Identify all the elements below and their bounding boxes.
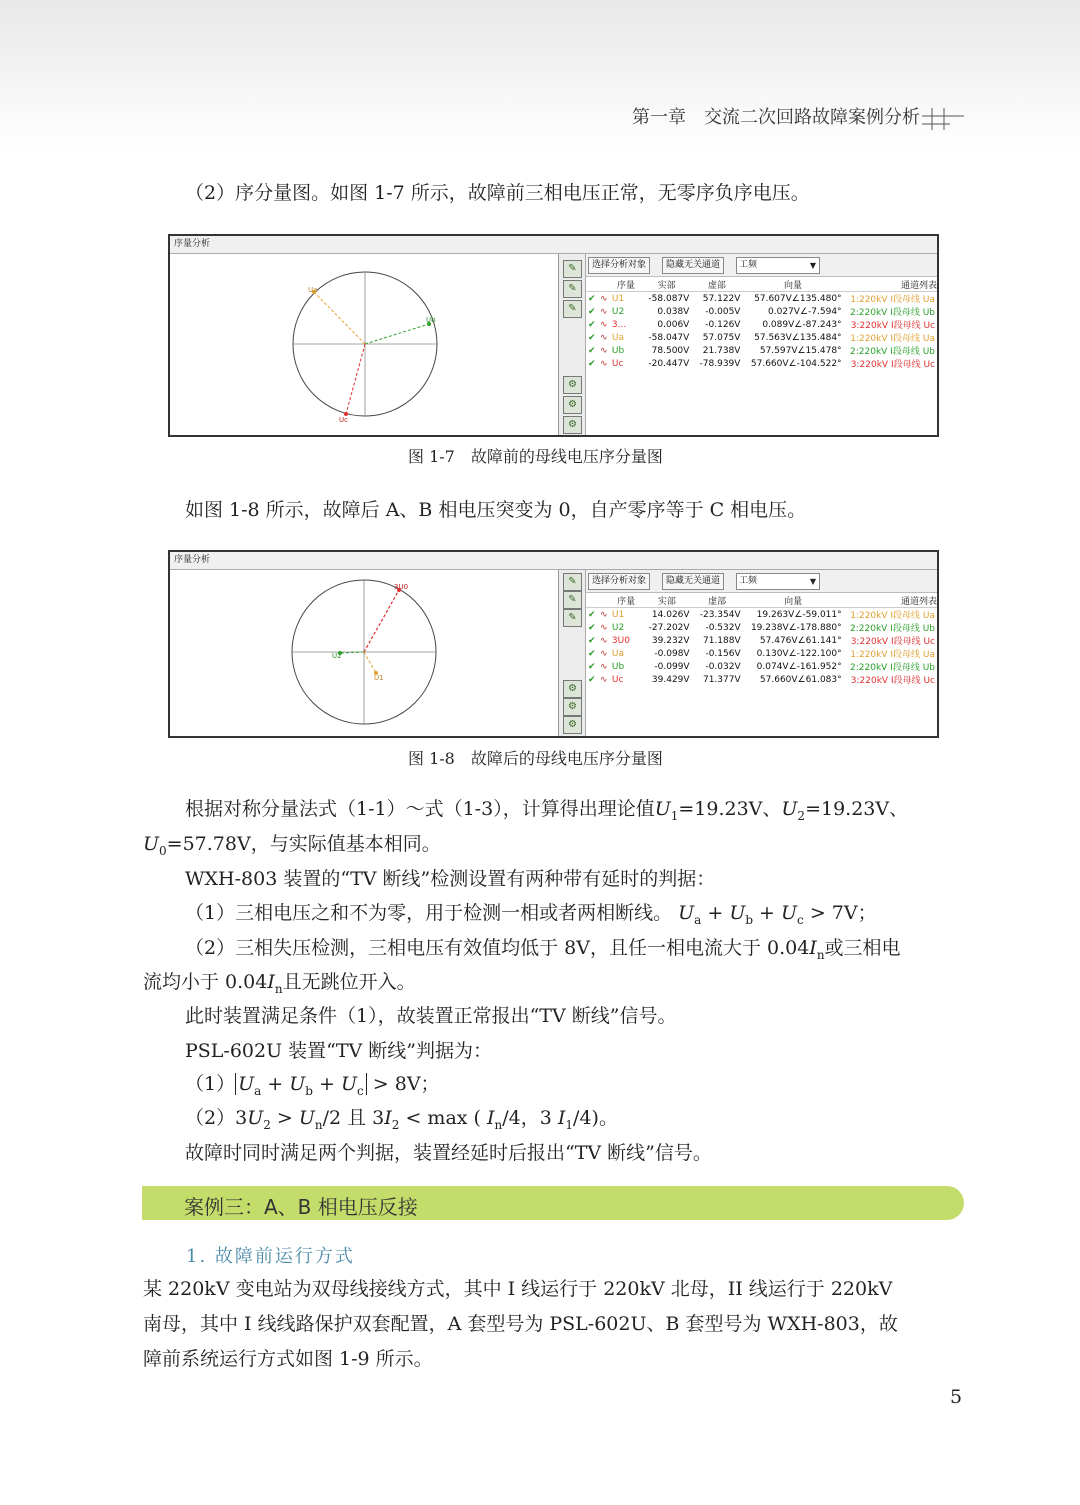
wave-icon: ∿ — [599, 332, 608, 343]
check-icon[interactable]: ✔ — [588, 661, 596, 672]
fig8-tool-5-icon[interactable]: ⚙ — [563, 698, 582, 716]
fig7-tool-6-icon[interactable]: ⚙ — [563, 416, 582, 434]
fig8-col-re: 实部 — [642, 594, 691, 608]
table-row[interactable]: ✔ ∿ Ub -0.099V -0.032V 0.074V∠-161.952° 2:220kV I段母线 Ub — [588, 661, 935, 673]
wave-icon: ∿ — [599, 345, 608, 356]
check-icon[interactable]: ✔ — [588, 609, 596, 620]
fig8-label-u0: 3U0 — [394, 583, 409, 591]
fig8-caption: 图 1-8 故障后的母线电压序分量图 — [408, 749, 663, 768]
para-after-fig7: 如图 1-8 所示，故障后 A、B 相电压突变为 0，自产零序等于 C 相电压。 — [185, 499, 807, 521]
section-title: 案例三：A、B 相电压反接 — [184, 1195, 418, 1219]
fig7-col-ch: 通道列表 — [844, 278, 937, 292]
check-icon[interactable]: ✔ — [588, 319, 596, 330]
fig7-col-vec: 向量 — [742, 278, 843, 292]
table-row[interactable]: ✔ ∿ Ua -58.047V 57.075V 57.563V∠135.484° 1:220kV I段母线 Ua — [588, 332, 935, 344]
body-line-10: $(2)3U_2 > U_n/2$ 且 $3I_2 < \max$ ( $I_n/4$，3 $I_1/4$)。 — [185, 1107, 618, 1132]
wave-icon: ∿ — [599, 635, 608, 646]
wave-icon: ∿ — [599, 319, 608, 330]
fig7-header-row — [586, 278, 937, 292]
figure-1-8 — [168, 550, 939, 738]
fig7-tool-3-icon[interactable]: ✎ — [563, 300, 582, 318]
fig8-col-ch: 通道列表 — [844, 594, 937, 608]
fig8-tool-3-icon[interactable]: ✎ — [563, 609, 582, 627]
fig8-phasor-diagram — [170, 570, 558, 734]
check-icon[interactable]: ✔ — [588, 648, 596, 659]
check-icon[interactable]: ✔ — [588, 345, 596, 356]
check-icon[interactable]: ✔ — [588, 332, 596, 343]
fig8-col-im: 虚部 — [692, 594, 743, 608]
fig7-toolstrip — [559, 254, 586, 435]
para-intro: （2）序分量图。如图 1-7 所示，故障前三相电压正常，无零序负序电压。 — [185, 182, 810, 204]
table-row[interactable]: ✔ ∿ 3U0 39.232V 71.188V 57.476V∠61.141° 3:220kV I段母线 Uc — [588, 635, 935, 647]
case-line-3: 障前系统运行方式如图 1-9 所示。 — [143, 1348, 433, 1370]
fig7-phasor-diagram — [170, 254, 558, 433]
body-line-9: （1） $U_a + U_b + U_c > 8V$； — [185, 1073, 440, 1098]
fig7-caption: 图 1-7 故障前的母线电压序分量图 — [408, 447, 663, 466]
fig7-window-title: 序量分析 — [170, 236, 937, 254]
fig8-table-panel — [586, 570, 937, 736]
check-icon[interactable]: ✔ — [588, 622, 596, 633]
chapter-title: 第一章 交流二次回路故障案例分析 — [632, 107, 920, 128]
body-line-5: （2）三相失压检测，三相电压有效值均低于 8V，且任一相电流大于 $0.04I_n$或三相电 — [185, 937, 901, 962]
page-number: 5 — [950, 1386, 963, 1408]
table-row[interactable]: ✔ ∿ U1 -58.087V 57.122V 57.607V∠135.480° 1:220kV I段母线 Ua — [588, 293, 935, 305]
wave-icon: ∿ — [599, 306, 608, 317]
wave-icon: ∿ — [599, 674, 608, 685]
fig8-tool-6-icon[interactable]: ⚙ — [563, 716, 582, 734]
fig8-phasor-u0 — [364, 590, 399, 652]
fig8-phasor-u1 — [364, 652, 376, 673]
fig8-phasor-panel — [170, 570, 559, 736]
fig8-col-vec: 向量 — [743, 594, 844, 608]
wave-icon: ∿ — [599, 293, 608, 304]
fig7-toolbar — [586, 254, 937, 277]
fig7-tool-2-icon[interactable]: ✎ — [563, 280, 582, 298]
fig7-label-a: Ua — [308, 286, 318, 294]
fig7-tool-1-icon[interactable]: ✎ — [563, 260, 582, 278]
check-icon[interactable]: ✔ — [588, 358, 596, 369]
fig7-select-button[interactable]: 选择分析对象 — [588, 257, 650, 274]
fig7-tool-4-icon[interactable]: ⚙ — [563, 376, 582, 394]
table-row[interactable]: ✔ ∿ U1 14.026V -23.354V 19.263V∠-59.011° 1:220kV I段母线 Ua — [588, 609, 935, 621]
wave-icon: ∿ — [599, 622, 608, 633]
fig8-label-u1: U1 — [374, 674, 384, 682]
fig8-freq-value: 工频 — [739, 576, 758, 586]
fig7-freq-select[interactable] — [736, 257, 820, 274]
fig8-header-row — [586, 594, 937, 608]
table-row[interactable]: ✔ ∿ Ua -0.098V -0.156V 0.130V∠-122.100° 1:220kV I段母线 Ua — [588, 648, 935, 660]
fig7-phasor-c — [346, 344, 365, 414]
wave-icon: ∿ — [599, 661, 608, 672]
check-icon[interactable]: ✔ — [588, 635, 596, 646]
fig8-toolstrip — [559, 570, 586, 736]
table-row[interactable]: ✔ ∿ U2 0.038V -0.005V 0.027V∠-7.594° 2:220kV I段母线 Ub — [588, 306, 935, 318]
fig8-window-title: 序量分析 — [170, 552, 937, 570]
body-line-6: 流均小于 $0.04I_n$且无跳位开入。 — [143, 971, 416, 996]
fig7-col-name: 序量 — [610, 278, 642, 292]
fig8-freq-select[interactable] — [736, 573, 820, 590]
fig8-label-u2: U2 — [332, 652, 342, 660]
table-row[interactable]: ✔ ∿ 3... 0.006V -0.126V 0.089V∠-87.243° 3:220kV I段母线 Uc — [588, 319, 935, 331]
chevron-down-icon: ▼ — [809, 261, 816, 270]
table-row[interactable]: ✔ ∿ Ub 78.500V 21.738V 57.597V∠15.478° 2:220kV I段母线 Ub — [588, 345, 935, 357]
wave-icon: ∿ — [599, 648, 608, 659]
wave-icon: ∿ — [599, 609, 608, 620]
header-decoration-icon — [922, 106, 966, 132]
check-icon[interactable]: ✔ — [588, 293, 596, 304]
fig7-col-re: 实部 — [642, 278, 691, 292]
fig7-tool-5-icon[interactable]: ⚙ — [563, 396, 582, 414]
body-line-2: $U_0=57.78V$，与实际值基本相同。 — [143, 833, 441, 858]
fig7-phasor-b — [365, 324, 429, 344]
fig8-tool-4-icon[interactable]: ⚙ — [563, 680, 582, 698]
case-line-1: 某 220kV 变电站为双母线接线方式，其中 I 线运行于 220kV 北母，II 线运行于 220kV — [143, 1278, 893, 1300]
body-line-3: WXH-803 装置的“TV 断线”检测设置有两种带有延时的判据： — [185, 868, 716, 890]
case-line-2: 南母，其中 I 线线路保护双套配置，A 套型号为 PSL-602U、B 套型号为 WXH-803，故 — [143, 1313, 898, 1335]
fig7-freq-value: 工频 — [739, 260, 758, 270]
fig7-phasor-a — [314, 292, 365, 344]
fig7-label-b: Ub — [426, 316, 436, 324]
body-line-7: 此时装置满足条件（1），故装置正常报出“TV 断线”信号。 — [185, 1005, 677, 1027]
table-row[interactable]: ✔ ∿ U2 -27.202V -0.532V 19.238V∠-178.880° 2:220kV I段母线 Ub — [588, 622, 935, 634]
subsection-title: 1. 故障前运行方式 — [186, 1246, 355, 1267]
body-line-4: （1）三相电压之和不为零，用于检测一相或者两相断线。 $U_a + U_b + U_c > 7V$； — [185, 902, 877, 927]
fig8-tool-1-icon[interactable]: ✎ — [563, 573, 582, 591]
body-line-1: 根据对称分量法式（1-1）～式（1-3），计算得出理论值$U_1=19.23V$、$U_2=19.23V$、 — [185, 798, 909, 823]
section-band — [142, 1186, 964, 1220]
fig7-table-panel — [586, 254, 937, 435]
fig7-col-im: 虚部 — [691, 278, 742, 292]
fig8-tool-2-icon[interactable]: ✎ — [563, 591, 582, 609]
body-line-8: PSL-602U 装置“TV 断线”判据为： — [185, 1040, 493, 1062]
table-row[interactable]: ✔ ∿ Uc -20.447V -78.939V 57.660V∠-104.522° 3:220kV I段母线 Uc — [588, 358, 935, 370]
fig8-col-name: 序量 — [610, 594, 642, 608]
chevron-down-icon: ▼ — [809, 577, 816, 586]
fig7-data-table — [586, 278, 937, 370]
fig8-hide-button[interactable]: 隐藏无关通道 — [662, 573, 724, 590]
body-line-11: 故障时同时满足两个判据，装置经延时后报出“TV 断线”信号。 — [185, 1142, 712, 1164]
figure-1-7 — [168, 234, 939, 437]
wave-icon: ∿ — [599, 358, 608, 369]
fig8-select-button[interactable]: 选择分析对象 — [588, 573, 650, 590]
fig8-data-table — [586, 594, 937, 686]
check-icon[interactable]: ✔ — [588, 306, 596, 317]
table-row[interactable]: ✔ ∿ Uc 39.429V 71.377V 57.660V∠61.083° 3:220kV I段母线 Uc — [588, 674, 935, 686]
fig7-phasor-panel — [170, 254, 559, 435]
fig8-toolbar — [586, 570, 937, 593]
fig7-hide-button[interactable]: 隐藏无关通道 — [662, 257, 724, 274]
check-icon[interactable]: ✔ — [588, 674, 596, 685]
fig7-label-c: Uc — [339, 416, 348, 424]
